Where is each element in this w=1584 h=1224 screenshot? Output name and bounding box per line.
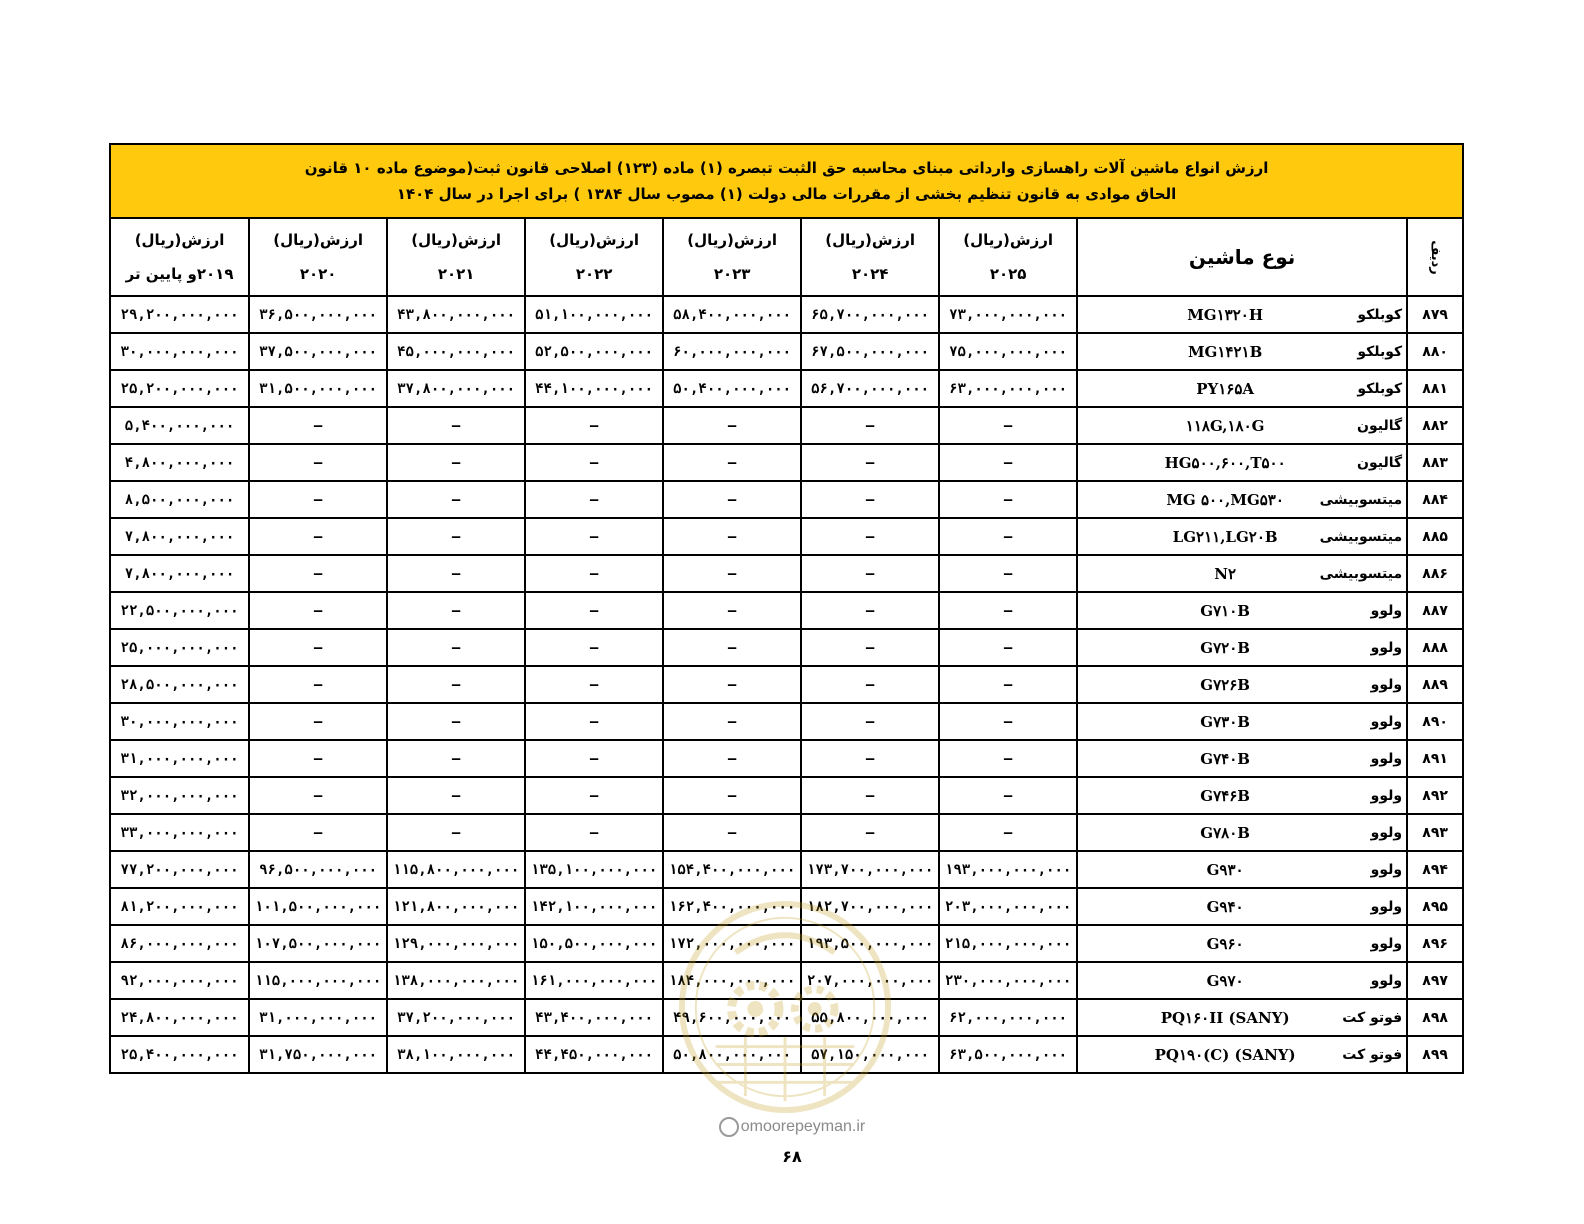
value-cell: ۵۱,۱۰۰,۰۰۰,۰۰۰	[525, 296, 663, 333]
value-cell: ۳۱,۵۰۰,۰۰۰,۰۰۰	[249, 370, 387, 407]
value-cell: –	[387, 518, 525, 555]
value-cell: –	[663, 777, 801, 814]
value-cell: –	[801, 555, 939, 592]
value-column-label: ارزش(ریال)	[134, 231, 225, 249]
value-cell: ۵۸,۴۰۰,۰۰۰,۰۰۰	[663, 296, 801, 333]
value-cell: –	[249, 666, 387, 703]
value-cell: –	[525, 666, 663, 703]
machine-type-column-header: نوع ماشین	[1077, 218, 1407, 296]
table-row	[110, 370, 1463, 407]
value-cell: ۶۲,۰۰۰,۰۰۰,۰۰۰	[939, 999, 1077, 1036]
value-column-header	[110, 218, 249, 296]
table-row	[110, 481, 1463, 518]
value-cell: ۱۳۵,۱۰۰,۰۰۰,۰۰۰	[525, 851, 663, 888]
value-cell: ۶۳,۵۰۰,۰۰۰,۰۰۰	[939, 1036, 1077, 1073]
value-column-header	[249, 218, 387, 296]
machine-type-cell	[1077, 814, 1407, 851]
row-index: ۸۸۷	[1407, 592, 1463, 629]
value-cell: ۴۹,۶۰۰,۰۰۰,۰۰۰	[663, 999, 801, 1036]
machine-type-cell	[1077, 777, 1407, 814]
value-cell: ۳۱,۷۵۰,۰۰۰,۰۰۰	[249, 1036, 387, 1073]
value-cell: ۵۵,۸۰۰,۰۰۰,۰۰۰	[801, 999, 939, 1036]
page-number: ۶۸	[782, 1147, 802, 1166]
row-index: ۸۹۳	[1407, 814, 1463, 851]
machine-model: G۹۴۰	[1206, 897, 1244, 916]
row-index: ۸۹۰	[1407, 703, 1463, 740]
value-cell: –	[525, 555, 663, 592]
value-cell: –	[663, 592, 801, 629]
value-cell: –	[387, 777, 525, 814]
value-cell: ۲۰۳,۰۰۰,۰۰۰,۰۰۰	[939, 888, 1077, 925]
machine-model: G۹۶۰	[1206, 934, 1244, 953]
value-cell: –	[939, 444, 1077, 481]
row-index: ۸۸۱	[1407, 370, 1463, 407]
value-cell: ۱۹۳,۰۰۰,۰۰۰,۰۰۰	[939, 851, 1077, 888]
value-cell: –	[387, 629, 525, 666]
value-cell: ۲۵,۲۰۰,۰۰۰,۰۰۰	[110, 370, 249, 407]
value-cell: –	[663, 740, 801, 777]
value-column-header	[663, 218, 801, 296]
value-cell: –	[939, 666, 1077, 703]
value-cell: ۷۳,۰۰۰,۰۰۰,۰۰۰	[939, 296, 1077, 333]
machine-model: G۹۳۰	[1206, 860, 1244, 879]
value-cell: ۱۲۱,۸۰۰,۰۰۰,۰۰۰	[387, 888, 525, 925]
row-index: ۸۸۶	[1407, 555, 1463, 592]
value-cell: –	[387, 740, 525, 777]
value-cell: ۳۷,۲۰۰,۰۰۰,۰۰۰	[387, 999, 525, 1036]
machine-model: ۱۱۸G,۱۸۰G	[1185, 416, 1265, 435]
column-header-row	[110, 218, 1463, 296]
value-cell: ۴۳,۸۰۰,۰۰۰,۰۰۰	[387, 296, 525, 333]
table-title-banner	[110, 144, 1463, 218]
value-cell: ۱۶۱,۰۰۰,۰۰۰,۰۰۰	[525, 962, 663, 999]
value-cell: –	[663, 666, 801, 703]
table-row	[110, 703, 1463, 740]
value-cell: –	[939, 814, 1077, 851]
machine-model: G۷۴۶B	[1200, 786, 1250, 805]
value-cell: –	[249, 444, 387, 481]
machine-type-cell	[1077, 962, 1407, 999]
value-cell: ۴,۸۰۰,۰۰۰,۰۰۰	[110, 444, 249, 481]
table-row	[110, 629, 1463, 666]
title-line-2: الحاق موادی به قانون تنظیم بخشی از مقررات مالی دولت (۱) مصوب سال ۱۳۸۴ ) برای اجرا در سال ۱۴۰۴	[396, 185, 1177, 203]
machine-maker: ولوو	[1370, 861, 1403, 878]
machine-maker: ولوو	[1370, 972, 1403, 989]
value-cell: ۲۹,۲۰۰,۰۰۰,۰۰۰	[110, 296, 249, 333]
value-cell: –	[525, 481, 663, 518]
machine-maker: کوبلکو	[1357, 343, 1403, 360]
value-cell: –	[801, 592, 939, 629]
value-cell: –	[387, 592, 525, 629]
value-cell: –	[801, 666, 939, 703]
value-cell: ۳۰,۰۰۰,۰۰۰,۰۰۰	[110, 333, 249, 370]
machine-maker: فوتو کت	[1342, 1046, 1403, 1063]
value-cell: –	[939, 407, 1077, 444]
value-cell: –	[249, 555, 387, 592]
machine-type-cell	[1077, 629, 1407, 666]
table-row	[110, 444, 1463, 481]
row-index: ۸۹۷	[1407, 962, 1463, 999]
website-text: omoorepeyman.ir	[740, 1118, 866, 1136]
row-index: ۸۹۴	[1407, 851, 1463, 888]
machine-model: G۷۳۰B	[1200, 712, 1250, 731]
value-cell: –	[525, 703, 663, 740]
machine-maker: ولوو	[1370, 676, 1403, 693]
value-cell: ۸,۵۰۰,۰۰۰,۰۰۰	[110, 481, 249, 518]
machine-model: N۲	[1214, 564, 1237, 583]
value-cell: –	[387, 555, 525, 592]
value-cell: –	[801, 703, 939, 740]
index-column-header: ردیف	[1407, 218, 1463, 296]
value-column-label: ارزش(ریال)	[963, 231, 1053, 249]
machine-maker: ولوو	[1370, 602, 1403, 619]
row-index: ۸۸۵	[1407, 518, 1463, 555]
machine-type-cell	[1077, 888, 1407, 925]
machine-type-cell	[1077, 444, 1407, 481]
table-row	[110, 518, 1463, 555]
table-row	[110, 555, 1463, 592]
table-row	[110, 740, 1463, 777]
value-cell: –	[939, 740, 1077, 777]
value-column-year: ۲۰۲۱	[437, 265, 475, 283]
machine-model: G۷۱۰B	[1200, 601, 1250, 620]
machine-model: G۷۸۰B	[1200, 823, 1250, 842]
value-cell: –	[249, 518, 387, 555]
row-index: ۸۸۲	[1407, 407, 1463, 444]
value-cell: –	[525, 407, 663, 444]
at-sign-icon	[719, 1117, 739, 1137]
value-cell: ۱۸۴,۰۰۰,۰۰۰,۰۰۰	[663, 962, 801, 999]
machine-type-cell	[1077, 666, 1407, 703]
machine-maker: ولوو	[1370, 898, 1403, 915]
row-index: ۸۸۴	[1407, 481, 1463, 518]
value-cell: –	[525, 629, 663, 666]
value-cell: –	[801, 814, 939, 851]
machine-maker: ولوو	[1370, 713, 1403, 730]
value-cell: ۱۸۲,۷۰۰,۰۰۰,۰۰۰	[801, 888, 939, 925]
machine-model: HG۵۰۰,۶۰۰,T۵۰۰	[1164, 453, 1286, 472]
machine-maker: ولوو	[1370, 935, 1403, 952]
value-cell: ۱۶۲,۴۰۰,۰۰۰,۰۰۰	[663, 888, 801, 925]
value-cell: ۶۷,۵۰۰,۰۰۰,۰۰۰	[801, 333, 939, 370]
value-cell: –	[249, 592, 387, 629]
machine-type-cell	[1077, 555, 1407, 592]
value-cell: ۴۵,۰۰۰,۰۰۰,۰۰۰	[387, 333, 525, 370]
value-cell: ۶۰,۰۰۰,۰۰۰,۰۰۰	[663, 333, 801, 370]
value-cell: ۵,۴۰۰,۰۰۰,۰۰۰	[110, 407, 249, 444]
value-cell: –	[663, 444, 801, 481]
value-cell: ۳۷,۸۰۰,۰۰۰,۰۰۰	[387, 370, 525, 407]
machine-maker: ولوو	[1370, 750, 1403, 767]
machine-maker: ولوو	[1370, 787, 1403, 804]
row-index: ۸۸۸	[1407, 629, 1463, 666]
value-cell: ۷,۸۰۰,۰۰۰,۰۰۰	[110, 518, 249, 555]
value-cell: –	[249, 777, 387, 814]
value-cell: –	[387, 666, 525, 703]
value-cell: ۱۵۰,۵۰۰,۰۰۰,۰۰۰	[525, 925, 663, 962]
value-column-header	[387, 218, 525, 296]
value-cell: –	[387, 481, 525, 518]
value-cell: –	[939, 703, 1077, 740]
table-row	[110, 592, 1463, 629]
row-index: ۸۷۹	[1407, 296, 1463, 333]
value-cell: ۴۴,۱۰۰,۰۰۰,۰۰۰	[525, 370, 663, 407]
row-index: ۸۹۱	[1407, 740, 1463, 777]
value-cell: –	[249, 481, 387, 518]
value-cell: –	[525, 777, 663, 814]
value-cell: –	[939, 592, 1077, 629]
value-cell: ۱۱۵,۸۰۰,۰۰۰,۰۰۰	[387, 851, 525, 888]
value-cell: –	[663, 703, 801, 740]
row-index: ۸۹۸	[1407, 999, 1463, 1036]
value-column-header	[525, 218, 663, 296]
value-cell: ۹۶,۵۰۰,۰۰۰,۰۰۰	[249, 851, 387, 888]
value-cell: –	[663, 407, 801, 444]
machine-type-cell	[1077, 518, 1407, 555]
website-footer	[0, 1117, 1584, 1137]
value-cell: –	[663, 814, 801, 851]
value-cell: ۳۶,۵۰۰,۰۰۰,۰۰۰	[249, 296, 387, 333]
value-cell: ۲۲,۵۰۰,۰۰۰,۰۰۰	[110, 592, 249, 629]
value-cell: –	[801, 777, 939, 814]
value-cell: –	[801, 629, 939, 666]
value-cell: ۶۵,۷۰۰,۰۰۰,۰۰۰	[801, 296, 939, 333]
value-cell: –	[387, 444, 525, 481]
value-cell: ۳۳,۰۰۰,۰۰۰,۰۰۰	[110, 814, 249, 851]
table-row	[110, 666, 1463, 703]
machine-model: G۷۲۰B	[1200, 638, 1250, 657]
value-cell: ۳۲,۰۰۰,۰۰۰,۰۰۰	[110, 777, 249, 814]
machine-model: PQ۱۹۰(C) (SANY)	[1154, 1045, 1296, 1064]
machine-type-cell	[1077, 481, 1407, 518]
value-cell: ۱۹۳,۵۰۰,۰۰۰,۰۰۰	[801, 925, 939, 962]
table-row	[110, 777, 1463, 814]
value-cell: ۵۲,۵۰۰,۰۰۰,۰۰۰	[525, 333, 663, 370]
machine-model: G۷۲۶B	[1200, 675, 1250, 694]
table-row	[110, 407, 1463, 444]
value-cell: ۳۱,۰۰۰,۰۰۰,۰۰۰	[110, 740, 249, 777]
machine-maker: فوتو کت	[1342, 1009, 1403, 1026]
value-cell: –	[801, 481, 939, 518]
machine-maker: گالیون	[1357, 454, 1403, 471]
row-index: ۸۸۹	[1407, 666, 1463, 703]
machine-maker: گالیون	[1357, 417, 1403, 434]
machine-type-cell	[1077, 333, 1407, 370]
machine-model: PQ۱۶۰II (SANY)	[1160, 1008, 1290, 1027]
value-cell: ۳۷,۵۰۰,۰۰۰,۰۰۰	[249, 333, 387, 370]
machine-type-cell	[1077, 370, 1407, 407]
value-cell: ۱۵۴,۴۰۰,۰۰۰,۰۰۰	[663, 851, 801, 888]
value-cell: –	[249, 703, 387, 740]
value-column-header	[939, 218, 1077, 296]
value-cell: ۷,۸۰۰,۰۰۰,۰۰۰	[110, 555, 249, 592]
value-cell: –	[249, 814, 387, 851]
value-cell: ۸۶,۰۰۰,۰۰۰,۰۰۰	[110, 925, 249, 962]
value-cell: ۱۱۵,۰۰۰,۰۰۰,۰۰۰	[249, 962, 387, 999]
value-cell: ۵۶,۷۰۰,۰۰۰,۰۰۰	[801, 370, 939, 407]
value-cell: ۱۴۲,۱۰۰,۰۰۰,۰۰۰	[525, 888, 663, 925]
value-cell: ۲۴,۸۰۰,۰۰۰,۰۰۰	[110, 999, 249, 1036]
value-column-year: ۲۰۲۲	[575, 265, 613, 283]
value-column-label: ارزش(ریال)	[687, 231, 777, 249]
value-cell: –	[387, 407, 525, 444]
value-cell: ۷۷,۲۰۰,۰۰۰,۰۰۰	[110, 851, 249, 888]
value-cell: –	[663, 555, 801, 592]
value-cell: ۲۳۰,۰۰۰,۰۰۰,۰۰۰	[939, 962, 1077, 999]
value-cell: –	[387, 814, 525, 851]
value-cell: ۲۸,۵۰۰,۰۰۰,۰۰۰	[110, 666, 249, 703]
machine-type-cell	[1077, 296, 1407, 333]
value-cell: –	[525, 444, 663, 481]
machine-maker: کوبلکو	[1357, 306, 1403, 323]
value-cell: ۳۰,۰۰۰,۰۰۰,۰۰۰	[110, 703, 249, 740]
value-cell: ۲۱۵,۰۰۰,۰۰۰,۰۰۰	[939, 925, 1077, 962]
value-cell: ۴۳,۴۰۰,۰۰۰,۰۰۰	[525, 999, 663, 1036]
value-cell: ۵۰,۸۰۰,۰۰۰,۰۰۰	[663, 1036, 801, 1073]
value-cell: ۱۰۱,۵۰۰,۰۰۰,۰۰۰	[249, 888, 387, 925]
machine-model: MG ۵۰۰,MG۵۳۰	[1166, 490, 1284, 509]
value-cell: ۵۷,۱۵۰,۰۰۰,۰۰۰	[801, 1036, 939, 1073]
value-cell: –	[801, 518, 939, 555]
value-cell: ۲۵,۰۰۰,۰۰۰,۰۰۰	[110, 629, 249, 666]
table-row	[110, 851, 1463, 888]
value-cell: –	[525, 518, 663, 555]
machine-model: LG۲۱۱,LG۲۰B	[1172, 527, 1278, 546]
value-cell: –	[801, 444, 939, 481]
machine-model: PY۱۶۵A	[1196, 379, 1255, 398]
machine-type-cell	[1077, 925, 1407, 962]
machine-type-cell	[1077, 592, 1407, 629]
value-column-label: ارزش(ریال)	[825, 231, 915, 249]
row-index: ۸۹۶	[1407, 925, 1463, 962]
machine-type-cell	[1077, 407, 1407, 444]
value-cell: –	[939, 481, 1077, 518]
row-index: ۸۹۲	[1407, 777, 1463, 814]
value-cell: –	[663, 629, 801, 666]
value-column-label: ارزش(ریال)	[273, 231, 363, 249]
value-cell: –	[249, 740, 387, 777]
value-cell: ۷۵,۰۰۰,۰۰۰,۰۰۰	[939, 333, 1077, 370]
value-column-label: ارزش(ریال)	[549, 231, 639, 249]
row-index: ۸۸۳	[1407, 444, 1463, 481]
machine-type-cell	[1077, 851, 1407, 888]
value-cell: –	[939, 518, 1077, 555]
value-cell: –	[939, 629, 1077, 666]
machine-maker: ولوو	[1370, 824, 1403, 841]
value-cell: ۲۵,۴۰۰,۰۰۰,۰۰۰	[110, 1036, 249, 1073]
value-cell: ۵۰,۴۰۰,۰۰۰,۰۰۰	[663, 370, 801, 407]
value-cell: –	[525, 740, 663, 777]
value-cell: ۱۷۳,۷۰۰,۰۰۰,۰۰۰	[801, 851, 939, 888]
table-row	[110, 814, 1463, 851]
machine-type-cell	[1077, 999, 1407, 1036]
value-column-year: ۲۰۲۴	[851, 265, 889, 283]
value-column-year: ۲۰۲۵	[989, 265, 1027, 283]
row-index: ۸۸۰	[1407, 333, 1463, 370]
machine-type-cell	[1077, 740, 1407, 777]
machine-type-cell	[1077, 1036, 1407, 1073]
machine-model: G۹۷۰	[1206, 971, 1244, 990]
table-row	[110, 296, 1463, 333]
value-cell: –	[525, 814, 663, 851]
value-cell: –	[387, 703, 525, 740]
value-cell: ۱۲۹,۰۰۰,۰۰۰,۰۰۰	[387, 925, 525, 962]
value-cell: –	[249, 407, 387, 444]
machine-model: MG۱۳۲۰H	[1187, 305, 1264, 324]
value-cell: ۱۰۷,۵۰۰,۰۰۰,۰۰۰	[249, 925, 387, 962]
value-cell: –	[801, 407, 939, 444]
machine-type-cell	[1077, 703, 1407, 740]
machine-maker: ولوو	[1370, 639, 1403, 656]
machine-maker: میتسوبیشی	[1319, 565, 1403, 582]
machine-maker: میتسوبیشی	[1319, 528, 1403, 545]
value-cell: –	[939, 555, 1077, 592]
value-column-year: ۲۰۲۰	[299, 265, 337, 283]
value-cell: ۱۷۲,۰۰۰,۰۰۰,۰۰۰	[663, 925, 801, 962]
value-cell: ۲۰۷,۰۰۰,۰۰۰,۰۰۰	[801, 962, 939, 999]
value-cell: ۱۳۸,۰۰۰,۰۰۰,۰۰۰	[387, 962, 525, 999]
row-index: ۸۹۵	[1407, 888, 1463, 925]
value-cell: ۴۴,۴۵۰,۰۰۰,۰۰۰	[525, 1036, 663, 1073]
value-column-year: ۲۰۱۹و پایین تر	[125, 265, 234, 283]
value-cell: –	[663, 481, 801, 518]
value-cell: –	[525, 592, 663, 629]
row-index: ۸۹۹	[1407, 1036, 1463, 1073]
value-column-header	[801, 218, 939, 296]
value-cell: ۸۱,۲۰۰,۰۰۰,۰۰۰	[110, 888, 249, 925]
value-column-label: ارزش(ریال)	[411, 231, 501, 249]
seal-watermark-icon	[676, 898, 894, 1116]
table-row	[110, 333, 1463, 370]
value-cell: –	[249, 629, 387, 666]
value-cell: ۶۳,۰۰۰,۰۰۰,۰۰۰	[939, 370, 1077, 407]
machine-maker: کوبلکو	[1357, 380, 1403, 397]
value-cell: ۳۸,۱۰۰,۰۰۰,۰۰۰	[387, 1036, 525, 1073]
machine-maker: میتسوبیشی	[1319, 491, 1403, 508]
value-cell: –	[801, 740, 939, 777]
machine-model: G۷۴۰B	[1200, 749, 1250, 768]
value-cell: –	[663, 518, 801, 555]
title-line-1: ارزش انواع ماشین آلات راهسازی وارداتی مبنای محاسبه حق الثبت تبصره (۱) ماده (۱۲۳) اصلاحی قانون ثبت(موضوع ماده ۱۰ قانون	[304, 159, 1269, 177]
machine-model: MG۱۴۲۱B	[1187, 342, 1263, 361]
value-cell: ۳۱,۰۰۰,۰۰۰,۰۰۰	[249, 999, 387, 1036]
value-cell: –	[939, 777, 1077, 814]
value-column-year: ۲۰۲۳	[713, 265, 751, 283]
value-cell: ۹۲,۰۰۰,۰۰۰,۰۰۰	[110, 962, 249, 999]
